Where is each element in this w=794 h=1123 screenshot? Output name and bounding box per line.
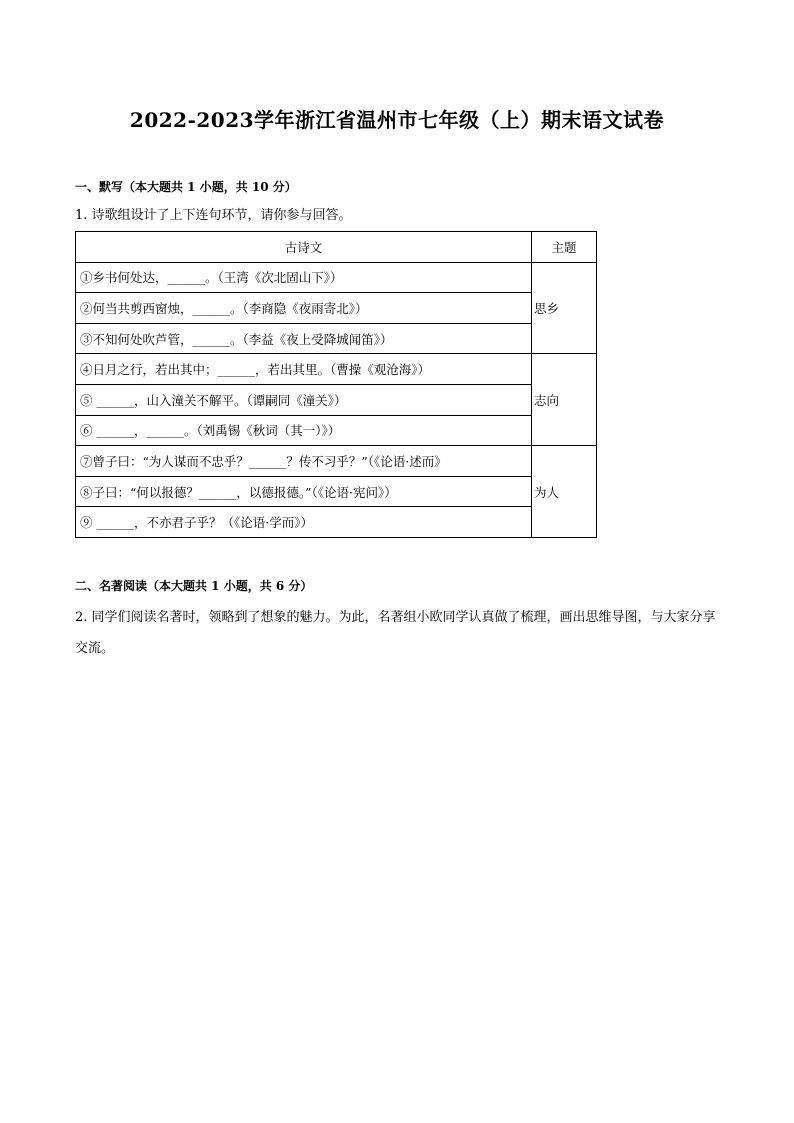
theme-cell: 志向 (532, 354, 597, 446)
section-2-heading: 二、名著阅读（本大题共 1 小题，共 6 分） (75, 579, 313, 593)
poem-table (75, 231, 597, 538)
table-row (76, 323, 597, 354)
poem-cell: ②何当共剪西窗烛，______。（李商隐《夜雨寄北》） (76, 293, 532, 324)
question-2-text: 2. 同学们阅读名著时，领略到了想象的魅力。为此，名著组小欧同学认真做了梳理，画出思维导图，与大家分享交流。 (75, 610, 716, 656)
question-1-text: 1. 诗歌组设计了上下连句环节，请你参与回答。 (75, 208, 352, 223)
poem-cell: ①乡书何处达，______。（王湾《次北固山下》） (76, 262, 532, 293)
poem-cell: ⑥ ______，______。（刘禹锡《秋词（其一）》） (76, 415, 532, 446)
theme-cell: 思乡 (532, 262, 597, 354)
table-row (76, 293, 597, 324)
poem-cell: ⑤ ______，山入潼关不解平。（谭嗣同《潼关》） (76, 384, 532, 415)
header-poem: 古诗文 (76, 232, 532, 263)
table-row (76, 476, 597, 507)
poem-cell: ③不知何处吹芦管，______。（李益《夜上受降城闻笛》） (76, 323, 532, 354)
table-header-row (76, 232, 597, 263)
poem-cell: ⑦曾子曰：“为人谋而不忠乎？______？传不习乎？”（《论语·述而》 (76, 446, 532, 477)
table-row (76, 262, 597, 293)
table-row (76, 415, 597, 446)
table-row (76, 354, 597, 385)
table-row (76, 507, 597, 538)
table-row (76, 384, 597, 415)
header-theme: 主题 (532, 232, 597, 263)
table-row (76, 446, 597, 477)
poem-cell: ④日月之行，若出其中；______，若出其里。（曹操《观沧海》） (76, 354, 532, 385)
section-1-heading: 一、默写（本大题共 1 小题，共 10 分） (75, 180, 297, 194)
page-title: 2022-2023学年浙江省温州市七年级（上）期末语文试卷 (129, 108, 665, 132)
poem-cell: ⑧子曰：“何以报德？______，以德报德。”（《论语·宪问》） (76, 476, 532, 507)
poem-cell: ⑨ ______，不亦君子乎？（《论语·学而》） (76, 507, 532, 538)
theme-cell: 为人 (532, 446, 597, 538)
